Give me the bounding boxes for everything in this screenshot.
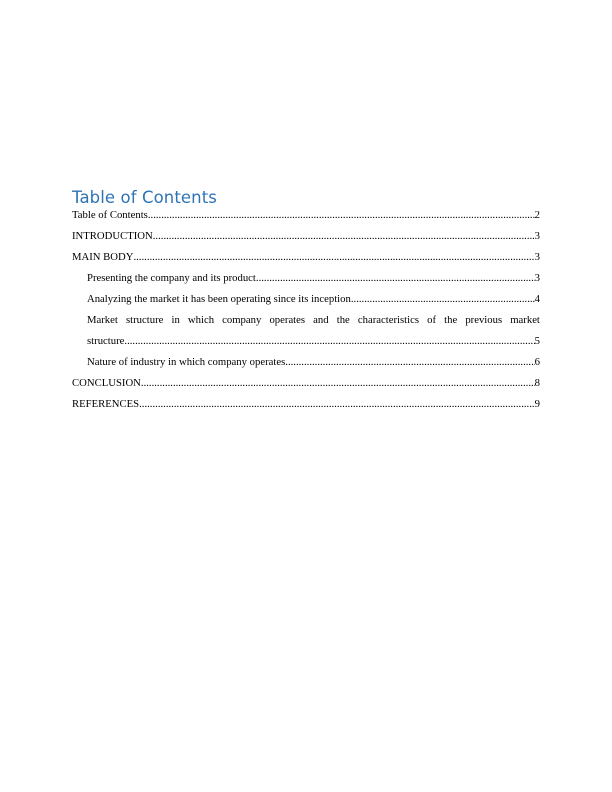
toc-entry-label: structure: [87, 335, 125, 347]
toc-entry-market-structure[interactable]: [72, 310, 540, 352]
dot-leader: [141, 373, 535, 394]
toc-entry-word: previous: [465, 314, 503, 326]
toc-entry-word: which: [187, 314, 215, 326]
toc-entry-page: 5: [534, 335, 540, 347]
toc-entry-label: CONCLUSION: [72, 377, 141, 389]
toc-entry-continuation: [72, 331, 540, 352]
toc-entry-main-body[interactable]: [72, 247, 540, 268]
dot-leader: [139, 394, 535, 415]
toc-entry-label: Analyzing the market it has been operating since its inception: [87, 293, 351, 305]
toc-entry-word: Market: [87, 314, 118, 326]
toc-entry-page: 2: [534, 209, 540, 221]
toc-entry-table-of-contents[interactable]: [72, 205, 540, 226]
toc-entry-word: the: [444, 314, 458, 326]
toc-entry-page: 3: [534, 251, 540, 263]
dot-leader: [153, 226, 535, 247]
toc-entry-presenting-company[interactable]: [72, 268, 540, 289]
dot-leader: [133, 247, 534, 268]
toc-entry-word: of: [427, 314, 437, 326]
toc-entry-references[interactable]: [72, 394, 540, 415]
toc-entry-label: Nature of industry in which company operates: [87, 356, 286, 368]
toc-entry-page: 3: [534, 230, 540, 242]
toc-entry-introduction[interactable]: [72, 226, 540, 247]
toc-entry-label: Presenting the company and its product: [87, 272, 256, 284]
toc-entry-word: in: [171, 314, 180, 326]
toc-entry-conclusion[interactable]: [72, 373, 540, 394]
dot-leader: [124, 331, 534, 352]
toc-entry-page: 3: [534, 272, 540, 284]
toc-entry-page: 4: [534, 293, 540, 305]
toc-entry-page: 8: [534, 377, 540, 389]
toc-entry-label: INTRODUCTION: [72, 230, 153, 242]
toc-entry-label: REFERENCES: [72, 398, 140, 410]
toc-entry-page: 9: [534, 398, 540, 410]
toc-entry-word: characteristics: [357, 314, 420, 326]
dot-leader: [256, 268, 535, 289]
toc-entry-label: Table of Contents: [72, 209, 148, 221]
toc-entry-label-line1: [72, 310, 540, 331]
toc-heading: Table of Contents: [72, 188, 217, 207]
table-of-contents: [72, 188, 540, 415]
toc-entry-word: operates: [269, 314, 306, 326]
dot-leader: [285, 352, 534, 373]
toc-entry-analyzing-market[interactable]: [72, 289, 540, 310]
toc-entry-word: structure: [125, 314, 164, 326]
toc-entry-word: and: [313, 314, 329, 326]
toc-entry-page: 6: [534, 356, 540, 368]
toc-entry-label: MAIN BODY: [72, 251, 134, 263]
dot-leader: [148, 205, 535, 226]
toc-entry-word: market: [510, 314, 540, 326]
dot-leader: [351, 289, 535, 310]
toc-entry-word: company: [222, 314, 262, 326]
toc-entry-word: the: [336, 314, 350, 326]
toc-entry-nature-of-industry[interactable]: [72, 352, 540, 373]
